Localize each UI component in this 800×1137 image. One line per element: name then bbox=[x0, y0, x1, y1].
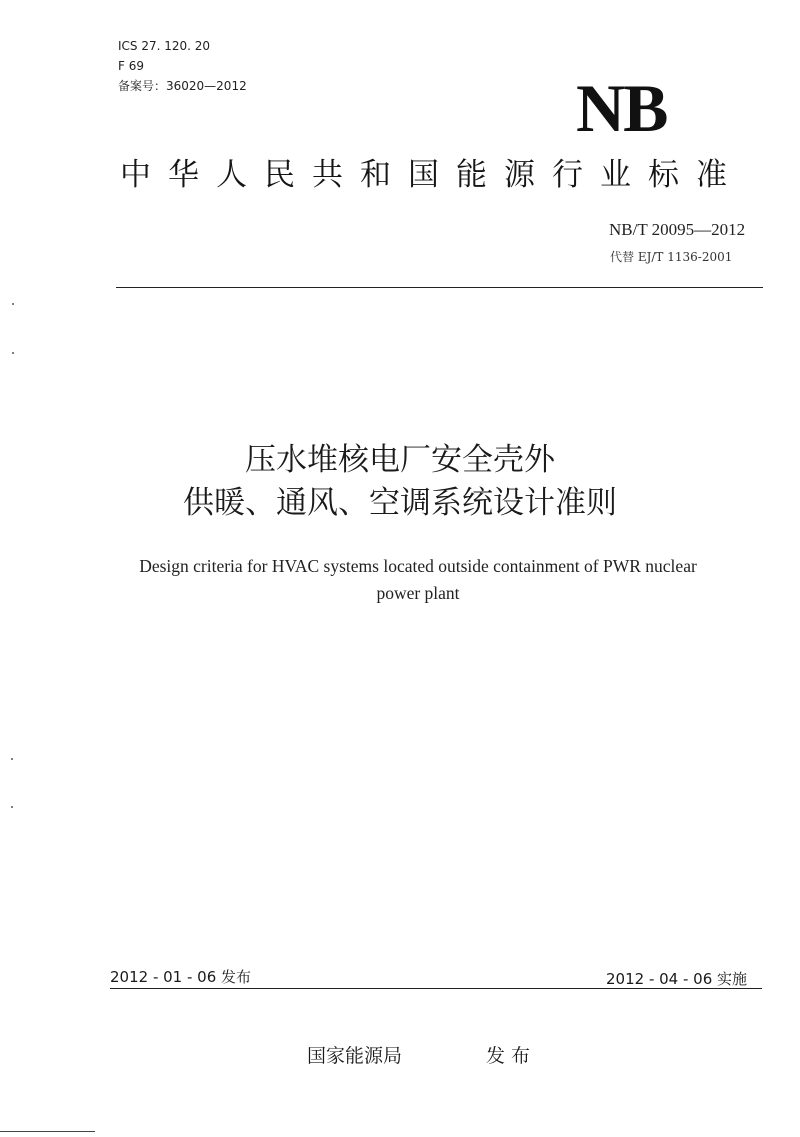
publisher-action: 发 布 bbox=[486, 1045, 531, 1067]
scan-speck bbox=[12, 352, 14, 354]
scan-speck bbox=[11, 758, 13, 760]
title-en-line2: power plant bbox=[376, 583, 460, 603]
title-cn-line2: 供暖、通风、空调系统设计准则 bbox=[183, 485, 617, 521]
filing-number: 备案号：36020—2012 bbox=[118, 79, 247, 93]
scan-edge-line bbox=[0, 1131, 95, 1132]
title-en-line1: Design criteria for HVAC systems located outside containment of PWR nuclear bbox=[139, 556, 697, 576]
standard-number: NB/T 20095—2012 bbox=[609, 220, 746, 239]
ics-code: ICS 27. 120. 20 bbox=[118, 39, 211, 53]
nb-logo: NB bbox=[576, 70, 667, 146]
header-rule bbox=[116, 287, 763, 288]
implementation-date: 2012 - 04 - 06 实施 bbox=[606, 970, 748, 988]
scan-speck bbox=[11, 806, 13, 808]
issue-date: 2012 - 01 - 06 发布 bbox=[110, 968, 252, 986]
classification-code: F 69 bbox=[118, 59, 144, 73]
footer-rule bbox=[110, 988, 762, 989]
scan-speck bbox=[12, 303, 14, 305]
title-cn-line1: 压水堆核电厂安全壳外 bbox=[245, 442, 555, 478]
publisher-org: 国家能源局 bbox=[307, 1045, 403, 1067]
replaces-standard: 代替 EJ/T 1136-2001 bbox=[610, 250, 733, 264]
standard-category-title: 中华人民共和国能源行业标准 bbox=[120, 157, 744, 193]
